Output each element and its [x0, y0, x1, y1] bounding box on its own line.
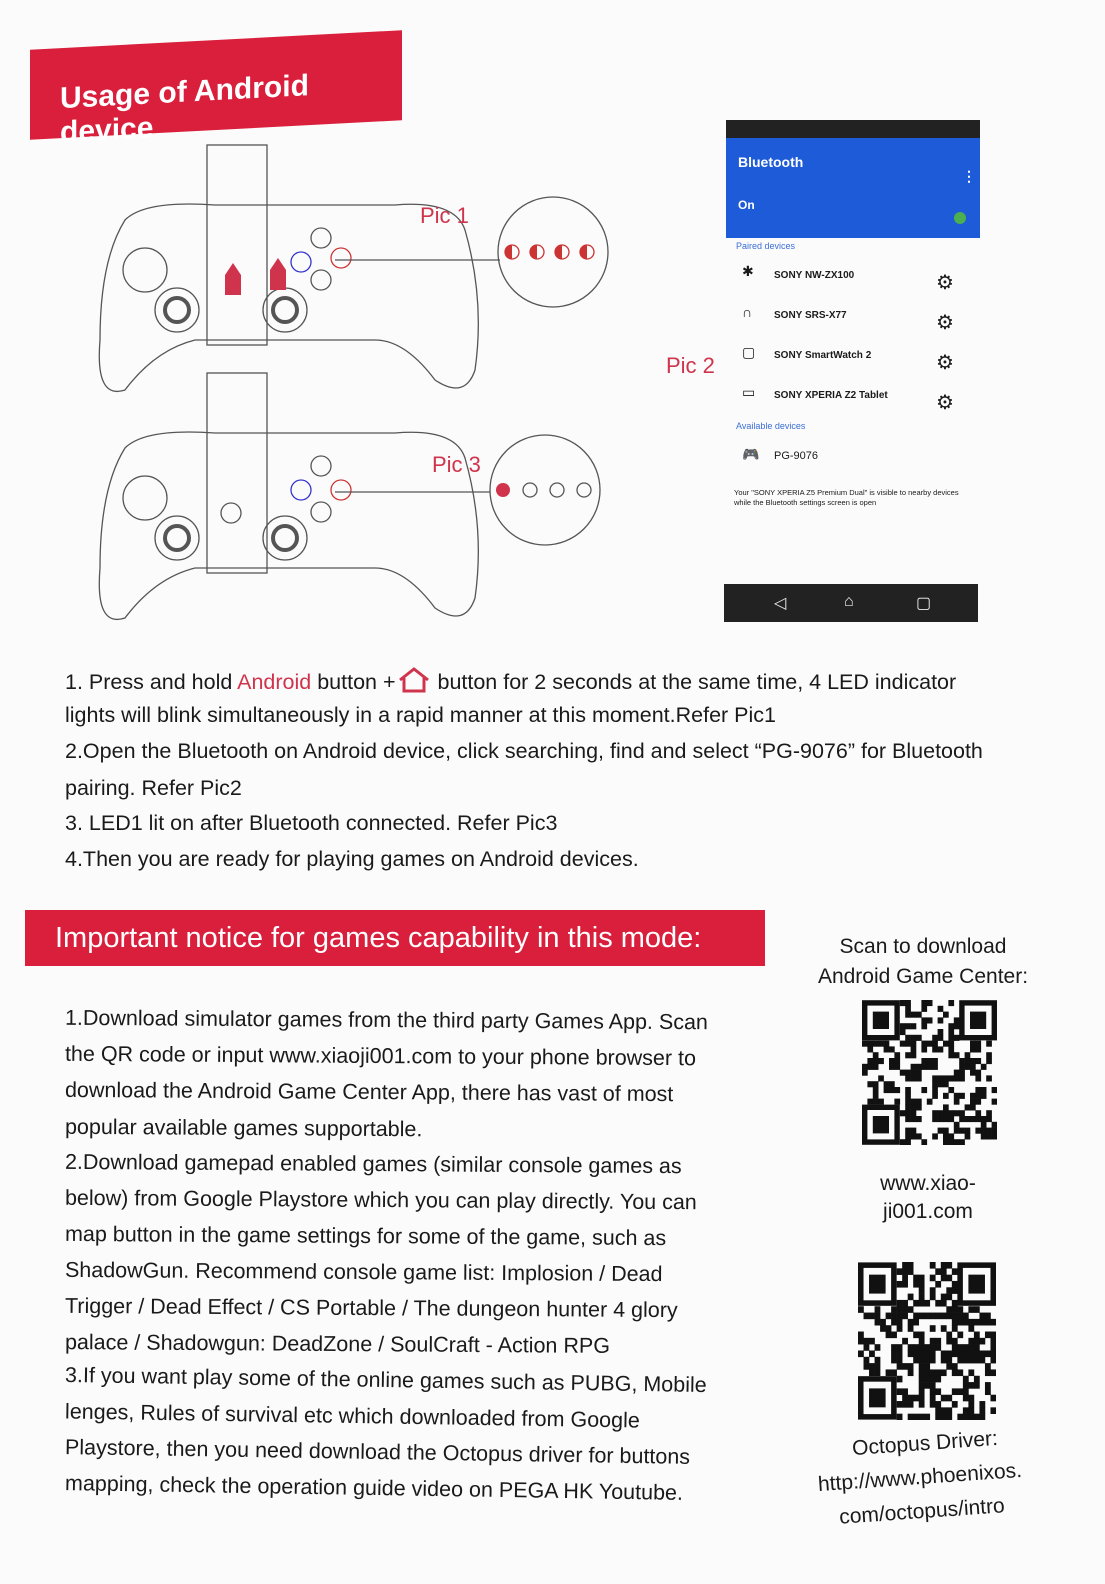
- notice-line: palace / Shadowgun: DeadZone / SoulCraft - Action RPG: [64, 1330, 611, 1358]
- bluetooth-title: Bluetooth: [738, 154, 804, 170]
- notice-line: below) from Google Playstore which you can play directly. You can: [64, 1185, 697, 1215]
- section-title: Important notice for games capability in this mode:: [55, 922, 702, 954]
- pic1-label: Pic 1: [420, 203, 469, 228]
- device-name: SONY NW-ZX100: [774, 270, 855, 281]
- notice-line: Trigger / Dead Effect / CS Portable / The dungeon hunter 4 glory: [64, 1293, 678, 1323]
- bluetooth-toggle[interactable]: [954, 212, 966, 224]
- section-banner-notice: [25, 910, 765, 966]
- qr-code-game-center[interactable]: [862, 1000, 997, 1145]
- notice-line: 2.Download gamepad enabled games (similar console games as: [64, 1149, 682, 1179]
- status-bar: [726, 120, 980, 138]
- pic3-label: Pic 3: [432, 452, 481, 477]
- watch-icon: ▢: [742, 344, 756, 360]
- nav-bar: [724, 584, 978, 622]
- notice-line: download the Android Game Center App, there has vast of most: [64, 1077, 674, 1107]
- step-1-cont: lights will blink simultaneously in a rapid manner at this moment.Refer Pic1: [65, 703, 777, 727]
- scan-label: Android Game Center:: [817, 965, 1029, 988]
- gamepad-illustrations: [85, 140, 625, 650]
- phone-bluetooth-screen: [724, 120, 980, 624]
- gamepad-pic1: [99, 145, 500, 391]
- step-4: 4.Then you are ready for playing games on Android devices.: [65, 847, 639, 871]
- led-callout-pic1: [498, 197, 608, 307]
- qr-code-octopus[interactable]: [858, 1262, 996, 1420]
- bluetooth-header: [726, 120, 980, 238]
- laptop-icon: ▭: [742, 384, 756, 400]
- step-1: 1. Press and hold Android button + button for 2 seconds at the same time, 4 LED indicator: [65, 667, 956, 695]
- gamepad-icon: 🎮: [742, 446, 760, 462]
- gear-icon[interactable]: ⚙: [936, 272, 954, 294]
- device-name: SONY XPERIA Z2 Tablet: [774, 390, 888, 401]
- notice-line: ShadowGun. Recommend console game list: Implosion / Dead: [64, 1257, 663, 1287]
- notice-line: Playstore, then you need download the Octopus driver for buttons: [64, 1435, 691, 1469]
- pic2-label: Pic 2: [666, 353, 715, 378]
- back-icon[interactable]: ◁: [774, 595, 787, 612]
- gear-icon[interactable]: ⚙: [936, 352, 954, 374]
- notice-line: 1.Download simulator games from the third party Games App. Scan: [64, 1005, 709, 1035]
- device-name: SONY SmartWatch 2: [774, 350, 872, 361]
- gear-icon[interactable]: ⚙: [936, 392, 954, 414]
- visibility-note: Your "SONY XPERIA Z5 Premium Dual" is visible to nearby devices while the Bluetooth settings screen is open: [734, 488, 959, 507]
- notice-line: mapping, check the operation guide video on PEGA HK Youtube.: [64, 1471, 684, 1505]
- notice-line: lenges, Rules of survival etc which downloaded from Google: [64, 1399, 641, 1433]
- step-2: 2.Open the Bluetooth on Android device, click searching, find and select “PG-9076” for Bluetooth: [65, 739, 983, 763]
- gear-icon[interactable]: ⚙: [936, 312, 954, 334]
- step-3: 3. LED1 lit on after Bluetooth connected. Refer Pic3: [65, 811, 558, 835]
- scan-label: Scan to download: [839, 935, 1007, 958]
- home-icon[interactable]: ⌂: [844, 593, 854, 610]
- section-title: Usage of Android device: [60, 69, 309, 150]
- url-label: ji001.com: [883, 1200, 973, 1223]
- headphones-icon: ∩: [742, 304, 753, 320]
- url-label: www.xiao-: [880, 1172, 976, 1195]
- url-label: com/octopus/intro: [838, 1494, 1006, 1529]
- notice-line: 3.If you want play some of the online games such as PUBG, Mobile: [64, 1362, 707, 1398]
- more-options-icon[interactable]: ⋮: [962, 168, 976, 184]
- bluetooth-toggle-label: On: [738, 198, 755, 212]
- led1-on: [496, 483, 510, 497]
- notice-line: the QR code or input www.xiaoji001.com to your phone browser to: [64, 1041, 697, 1071]
- available-header: Available devices: [736, 421, 806, 431]
- paired-header: Paired devices: [736, 241, 796, 251]
- notice-line: popular available games supportable.: [64, 1114, 423, 1142]
- device-name: SONY SRS-X77: [774, 310, 847, 321]
- gamepad-pic3: [99, 373, 490, 619]
- bluetooth-icon: ✱: [742, 263, 754, 279]
- recents-icon[interactable]: ▢: [916, 595, 932, 612]
- driver-label: Octopus Driver:: [851, 1426, 999, 1461]
- step-2-cont: pairing. Refer Pic2: [65, 776, 242, 800]
- notice-line: map button in the game settings for some of the game, such as: [64, 1221, 667, 1251]
- device-name: PG-9076: [774, 450, 819, 462]
- section-banner-android: [30, 30, 402, 150]
- url-label: http://www.phoenixos.: [817, 1458, 1023, 1497]
- home-icon: [396, 667, 432, 693]
